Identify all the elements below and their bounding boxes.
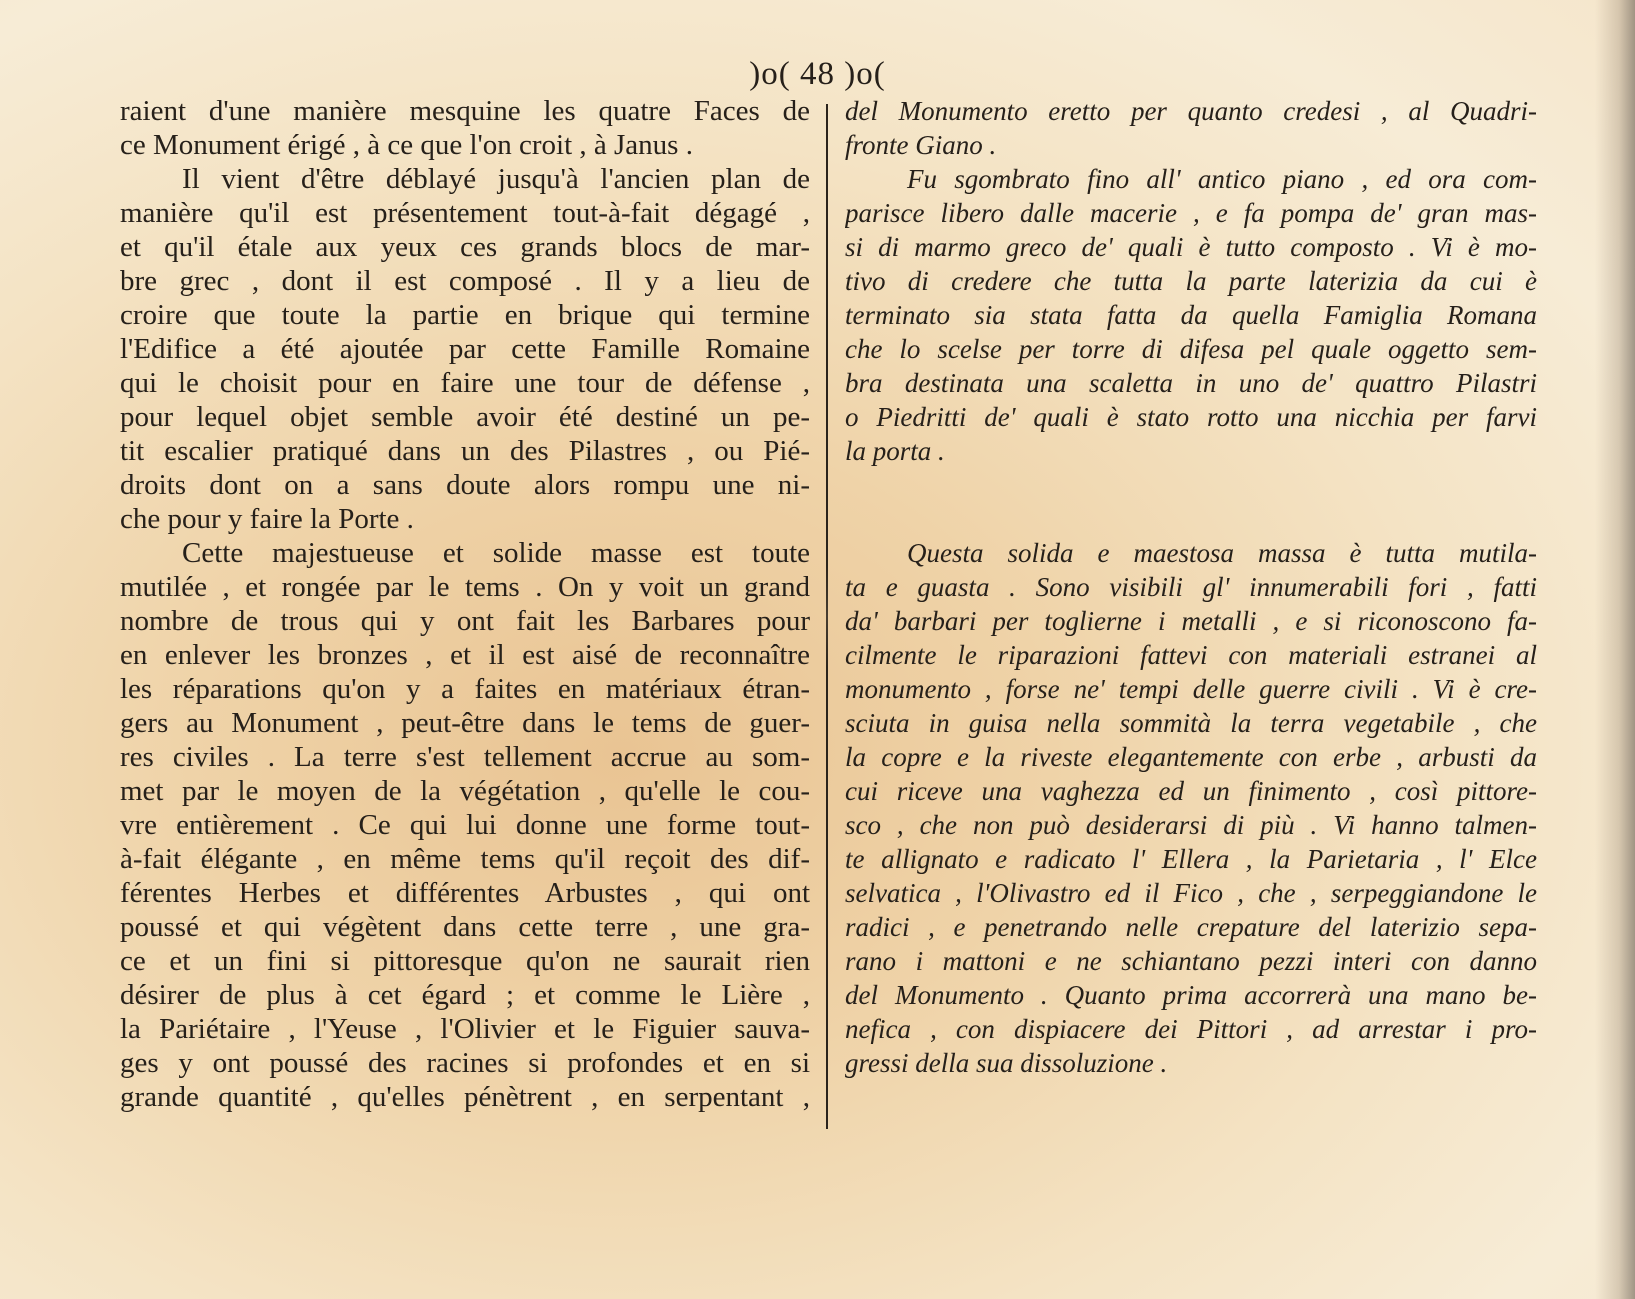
text-line: bre grec , dont il est composé . Il y a lieu de: [120, 265, 810, 297]
text-line: la Pariétaire , l'Yeuse , l'Olivier et le Figuier sauva-: [120, 1013, 810, 1045]
text-line: che pour y faire la Porte .: [120, 503, 414, 535]
text-line: férentes Herbes et différentes Arbustes , qui ont: [120, 877, 810, 909]
text-line: si di marmo greco de' quali è tutto composto . Vi è mo-: [845, 232, 1537, 262]
text-line: vre entièrement . Ce qui lui donne une forme tout-: [120, 809, 810, 841]
text-line: cui riceve una vaghezza ed un finimento , così pittore-: [845, 776, 1537, 806]
italian-paragraph: [845, 536, 1537, 1080]
text-line: et qu'il étale aux yeux ces grands blocs de mar-: [120, 231, 810, 263]
french-text-column: [120, 94, 810, 1114]
text-line: del Monumento eretto per quanto credesi , al Quadri-: [845, 96, 1537, 126]
text-line: che lo scelse per torre di difesa pel quale oggetto sem-: [845, 334, 1537, 364]
text-line: Fu sgombrato fino all' antico piano , ed ora com-: [907, 164, 1537, 194]
text-line: désirer de plus à cet égard ; et comme le Lière ,: [120, 979, 810, 1011]
text-line: selvatica , l'Olivastro ed il Fico , che , serpeggiandone le: [845, 878, 1537, 908]
text-line: cilmente le riparazioni fattevi con materiali estranei al: [845, 640, 1537, 670]
column-divider-rule: [826, 104, 828, 1129]
italian-paragraph: [845, 162, 1537, 468]
text-line: grande quantité , qu'elles pénètrent , en serpentant ,: [120, 1081, 810, 1113]
text-line: gers au Monument , peut-être dans le tems de guer-: [120, 707, 810, 739]
page-edge-shadow: [1595, 0, 1635, 1299]
text-line: manière qu'il est présentement tout-à-fait dégagé ,: [120, 197, 810, 229]
text-line: Questa solida e maestosa massa è tutta mutila-: [907, 538, 1537, 568]
text-line: monumento , forse ne' tempi delle guerre civili . Vi è cre-: [845, 674, 1537, 704]
text-line: Cette majestueuse et solide masse est toute: [182, 537, 810, 569]
text-line: les réparations qu'on y a faites en matériaux étran-: [120, 673, 810, 705]
text-line: ta e guasta . Sono visibili gl' innumerabili fori , fatti: [845, 572, 1537, 602]
text-line: Il vient d'être déblayé jusqu'à l'ancien plan de: [182, 163, 810, 195]
text-line: pour lequel objet semble avoir été destiné un pe-: [120, 401, 810, 433]
text-line: qui le choisit pour en faire une tour de défense ,: [120, 367, 810, 399]
text-line: te allignato e radicato l' Ellera , la Parietaria , l' Elce: [845, 844, 1537, 874]
french-paragraph: [120, 536, 810, 1114]
italian-text-column: [845, 94, 1537, 1080]
text-line: gressi della sua dissoluzione .: [845, 1048, 1168, 1078]
text-line: parisce libero dalle macerie , e fa pompa de' gran mas-: [845, 198, 1537, 228]
text-line: bra destinata una scaletta in uno de' quattro Pilastri: [845, 368, 1537, 398]
text-line: tit escalier pratiqué dans un des Pilastres , ou Pié-: [120, 435, 810, 467]
text-line: nefica , con dispiacere dei Pittori , ad arrestar i pro-: [845, 1014, 1537, 1044]
text-line: croire que toute la partie en brique qui termine: [120, 299, 810, 331]
text-line: ce Monument érigé , à ce que l'on croit , à Janus .: [120, 129, 693, 161]
paragraph-gap: [845, 502, 1537, 536]
text-line: ges y ont poussé des racines si profondes et en si: [120, 1047, 810, 1079]
text-line: da' barbari per toglierne i metalli , e si riconoscono fa-: [845, 606, 1537, 636]
text-line: en enlever les bronzes , et il est aisé de reconnaître: [120, 639, 810, 671]
text-line: rano i mattoni e ne schiantano pezzi interi con danno: [845, 946, 1537, 976]
text-line: sciuta in guisa nella sommità la terra vegetabile , che: [845, 708, 1537, 738]
text-line: sco , che non può desiderarsi di più . Vi hanno talmen-: [845, 810, 1537, 840]
italian-paragraph: [845, 94, 1537, 162]
text-line: poussé et qui végètent dans cette terre , une gra-: [120, 911, 810, 943]
french-paragraph: [120, 94, 810, 162]
text-line: ce et un fini si pittoresque qu'on ne saurait rien: [120, 945, 810, 977]
text-line: la copre e la riveste elegantemente con erbe , arbusti da: [845, 742, 1537, 772]
text-line: met par le moyen de la végétation , qu'elle le cou-: [120, 775, 810, 807]
page-number-header: )o( 48 )o(: [749, 56, 886, 92]
text-line: o Piedritti de' quali è stato rotto una nicchia per farvi: [845, 402, 1537, 432]
text-line: droits dont on a sans doute alors rompu une ni-: [120, 469, 810, 501]
text-line: del Monumento . Quanto prima accorrerà una mano be-: [845, 980, 1537, 1010]
paragraph-gap: [845, 468, 1537, 502]
text-line: terminato sia stata fatta da quella Famiglia Romana: [845, 300, 1537, 330]
text-line: res civiles . La terre s'est tellement accrue au som-: [120, 741, 810, 773]
text-line: tivo di credere che tutta la parte laterizia da cui è: [845, 266, 1537, 296]
french-paragraph: [120, 162, 810, 536]
text-line: nombre de trous qui y ont fait les Barbares pour: [120, 605, 810, 637]
text-line: radici , e penetrando nelle crepature del laterizio sepa-: [845, 912, 1537, 942]
text-line: la porta .: [845, 436, 945, 466]
text-line: fronte Giano .: [845, 130, 997, 160]
text-line: mutilée , et rongée par le tems . On y voit un grand: [120, 571, 810, 603]
text-line: l'Edifice a été ajoutée par cette Famille Romaine: [120, 333, 810, 365]
text-line: à-fait élégante , en même tems qu'il reçoit des dif-: [120, 843, 810, 875]
text-line: raient d'une manière mesquine les quatre Faces de: [120, 95, 810, 127]
